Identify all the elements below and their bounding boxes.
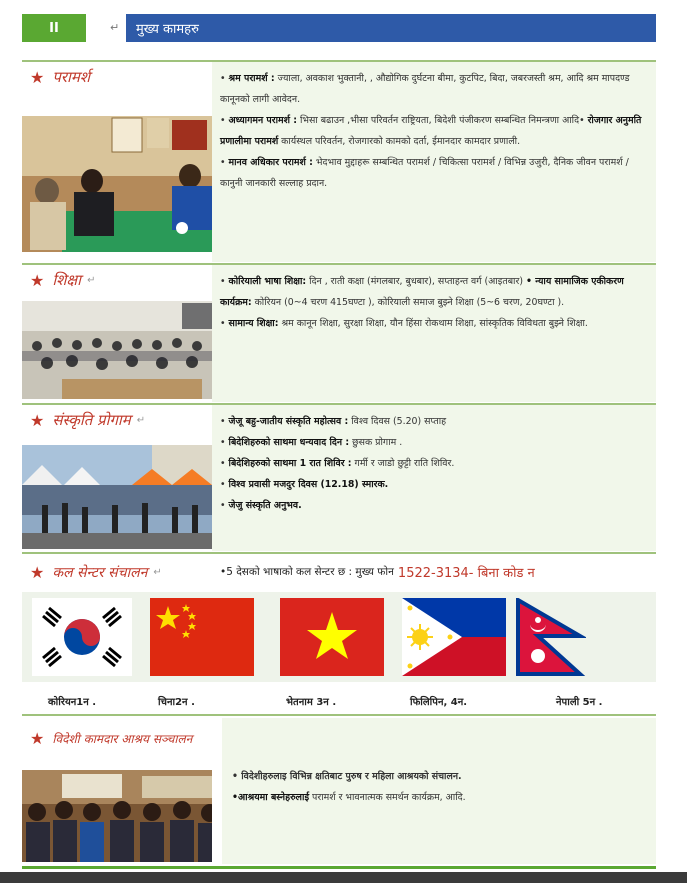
divider bbox=[22, 552, 656, 554]
call-center-info: •5 देसको भाषाको कल सेन्टर छ : मुख्य फोन 1522-3134- बिना कोड न bbox=[212, 556, 656, 588]
education-section bbox=[22, 265, 656, 402]
bottom-strip bbox=[0, 872, 687, 883]
shelter-section bbox=[22, 718, 656, 864]
flag-label-vietnam: भेतनाम 3न . bbox=[286, 697, 337, 708]
divider bbox=[22, 714, 656, 716]
culture-item: • जेजू बहु-जातीय संस्कृति महोत्सव : विश्व दिवस (5.20) सप्ताह bbox=[220, 416, 447, 427]
return-mark: ↵ bbox=[136, 414, 146, 426]
nepal-flag-icon bbox=[516, 598, 586, 676]
shelter-title: ★ विदेशी कामदार आश्रय सञ्चालन bbox=[30, 728, 193, 748]
call-center-title: ★ कल सेन्टर संचालन ↵ bbox=[30, 562, 162, 582]
shelter-line-1: • विदेशीहरुलाइ विभिन्न क्षतिबाट पुरुष र महिला आश्रयको संचालन. bbox=[232, 771, 462, 782]
culture-item: • विश्व प्रवासी मजदुर दिवस (12.18) स्मारक. bbox=[220, 479, 389, 490]
immigration-counseling: • अध्यागमन परामर्श : भिसा बढाउन ,भीसा परिवर्तन राष्ट्रियता, बिदेशी पंजीकरण सम्बन्धित निमन्त्रणा आदि• रोजगार अनुमति प्रणालीमा परामर्श कार्यस्थल परिवर्तन, रोजगारको कामको दर्ता, ईमानदार कामदार प्रणाली. bbox=[220, 115, 642, 147]
section-title: मुख्य कामहरु bbox=[126, 14, 656, 42]
return-mark: ↵ bbox=[87, 274, 96, 286]
culture-item: • जेजु संस्कृति अनुभव. bbox=[220, 500, 302, 511]
star-icon: ★ bbox=[30, 270, 45, 290]
return-mark: ↵ bbox=[153, 566, 162, 578]
star-icon: ★ bbox=[30, 562, 45, 582]
korea-flag-icon bbox=[32, 598, 132, 676]
counseling-section bbox=[22, 62, 656, 262]
education-title: ★ शिक्षा ↵ bbox=[30, 270, 96, 290]
flag-label-nepal: नेपाली 5न . bbox=[556, 697, 603, 708]
phone-number: 1522-3134- बिना कोड न bbox=[397, 566, 535, 581]
star-icon: ★ bbox=[30, 728, 45, 748]
shelter-content bbox=[222, 718, 656, 864]
culture-item: • बिदेशिहरुको साथमा 1 रात शिविर : गर्मी र जाडो छुट्टी राति शिविर. bbox=[220, 458, 455, 469]
counseling-photo bbox=[22, 116, 212, 252]
bottom-divider bbox=[22, 866, 656, 869]
return-mark: ↵ bbox=[110, 21, 120, 34]
shelter-photo bbox=[22, 770, 212, 862]
culture-section bbox=[22, 405, 656, 551]
philippines-flag-icon bbox=[402, 598, 506, 676]
flag-label-korea: कोरियन1न . bbox=[48, 697, 97, 708]
culture-item: • बिदेशिहरुको साथमा धन्यवाद दिन : छुसक प्रोगाम . bbox=[220, 437, 403, 448]
section-header bbox=[22, 14, 656, 42]
counseling-content bbox=[212, 62, 656, 262]
china-flag-icon bbox=[150, 598, 254, 676]
flag-label-philippines: फिलिपिन, 4न. bbox=[410, 697, 468, 708]
call-center-row bbox=[22, 556, 656, 588]
korean-language-education: • कोरियाली भाषा शिक्षा: दिन , राती कक्षा (मंगलबार, बुधबार), सप्ताहन्त वर्ग (आइतबार) • न्याय सामाजिक एकीकरण कार्यक्रम: कोरियन (0~4 चरण 415घण्टा ), कोरियाली समाज बुझ्ने शिक्षा (5~6 चरण, 20घण्टा ). bbox=[220, 276, 624, 308]
education-photo bbox=[22, 301, 212, 399]
culture-photo bbox=[22, 445, 212, 549]
human-rights-counseling: • मानव अधिकार परामर्श : भेदभाव मुद्दाहरू सम्बन्धित परामर्श / चिकित्सा परामर्श / विभिन्न उजुरी, दैनिक जीवन परामर्श / कानुनी जानकारी सल्लाह प्रदान. bbox=[220, 157, 629, 189]
flags-row bbox=[22, 592, 656, 682]
star-icon: ★ bbox=[30, 67, 45, 87]
education-content bbox=[212, 265, 656, 402]
vietnam-flag-icon bbox=[280, 598, 384, 676]
labor-counseling: • श्रम परामर्श : ज्याला, अवकाश भुक्तानी, , औद्योगिक दुर्घटना बीमा, कुटपिट, बिदा, जबरजस्ती श्रम, आदि श्रम मापदण्ड कानूनको लागी आवेदन. bbox=[220, 73, 630, 105]
culture-title: ★ संस्कृति प्रोगाम ↵ bbox=[30, 410, 146, 430]
counseling-title: ★ परामर्श bbox=[30, 67, 91, 87]
shelter-line-2: •आश्रयमा बस्नेहरुलाई परामर्श र भावनात्मक समर्थन कार्यक्रम, आदि. bbox=[232, 792, 466, 803]
star-icon: ★ bbox=[30, 410, 45, 430]
flag-label-china: चिना2न . bbox=[158, 697, 195, 708]
culture-content bbox=[212, 405, 656, 551]
general-education: • सामान्य शिक्षा: श्रम कानून शिक्षा, सुरक्षा शिक्षा, यौन हिंसा रोकथाम शिक्षा, सांस्कृतिक विविधता बुझ्ने शिक्षा. bbox=[220, 318, 588, 329]
section-number: II bbox=[22, 14, 86, 42]
